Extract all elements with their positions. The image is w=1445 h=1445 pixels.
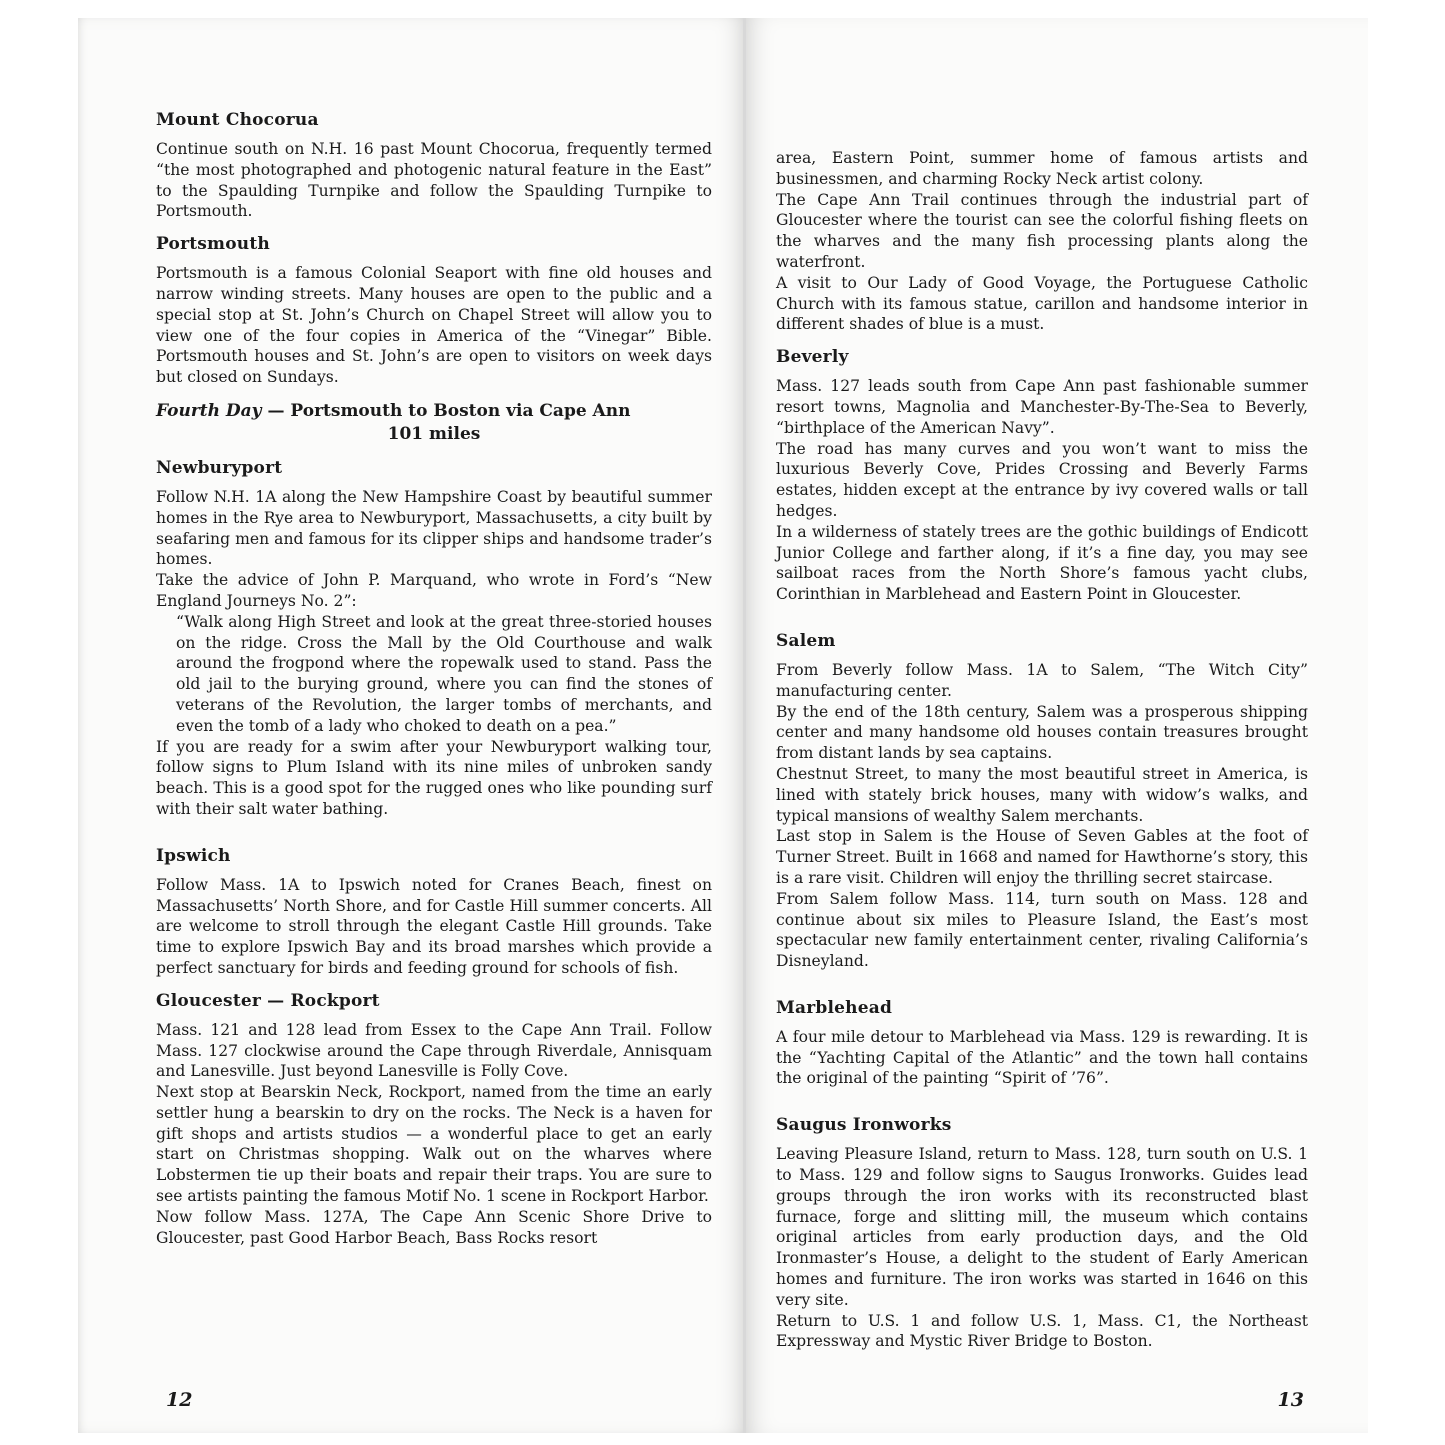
- section-heading: Portsmouth: [156, 234, 270, 255]
- section-gloucester-continued: [776, 148, 1308, 335]
- book-gutter: [743, 18, 746, 1433]
- section-portsmouth: [156, 234, 712, 388]
- paragraph: The Cape Ann Trail continues through the industrial part of Gloucester where the tourist can see the colorful fishing fleets on the wharves and the many fish processing plants along the waterfront.: [776, 190, 1308, 271]
- section-mount-chocorua: [156, 110, 712, 222]
- paragraph: If you are ready for a swim after your Newburyport walking tour, follow signs to Plum Island with its nine miles of unbroken sandy beach. This is a good spot for the rugged ones who like pounding surf with their salt water bathing.: [156, 737, 712, 818]
- section-heading: Mount Chocorua: [156, 110, 319, 130]
- paragraph: Last stop in Salem is the House of Seven Gables at the foot of Turner Street. Built in 1668 and named for Hawthorne’s story, this is a rare visit. Children will enjoy the thrilling secret staircase.: [776, 827, 1308, 887]
- paragraph: Follow N.H. 1A along the New Hampshire Coast by beautiful summer homes in the Rye area to Newburyport, Massachusetts, a city built by seafaring men and famous for its clipper ships and handsome trader’s homes.: [156, 487, 712, 569]
- paragraph: From Salem follow Mass. 114, turn south on Mass. 128 and continue about six miles to Pleasure Island, the East’s most spectacular new family entertainment center, rivaling California’s Disneyland.: [776, 889, 1308, 971]
- paragraph: A visit to Our Lady of Good Voyage, the Portuguese Catholic Church with its famous statue, carillon and handsome interior in different shades of blue is a must.: [776, 273, 1308, 334]
- paragraph: Next stop at Bearskin Neck, Rockport, named from the time an early settler hung a bearskin to dry on the rocks. The Neck is a haven for gift shops and artists studios — a wonderful place to get an early start on Christmas shopping. Walk out on the wharves where Lobstermen tie up their boats and repair their traps. You are sure to see artists painting the famous Motif No. 1 scene in Rockport Harbor.: [156, 1083, 712, 1206]
- paragraph: Continue south on N.H. 16 past Mount Chocorua, frequently termed “the most photographed and photogenic natural feature in the East” to the Spaulding Turnpike and follow the Spaulding Turnpike to Portsmouth.: [156, 140, 712, 221]
- section-beverly: [776, 347, 1308, 605]
- day-route: — Portsmouth to Boston via Cape Ann: [267, 400, 631, 421]
- section-ipswich: [156, 846, 712, 979]
- section-saugus-ironworks: [776, 1115, 1308, 1352]
- section-marblehead: [776, 998, 1308, 1089]
- paragraph: A four mile detour to Marblehead via Mass. 129 is rewarding. It is the “Yachting Capital of the Atlantic” and the town hall contains the original of the painting “Spirit of ’76”.: [776, 1027, 1308, 1088]
- day-miles: 101 miles: [387, 423, 481, 444]
- section-heading: Gloucester — Rockport: [156, 990, 380, 1011]
- paragraph: Portsmouth is a famous Colonial Seaport with fine old houses and narrow winding streets. Many houses are open to the public and a special stop at St. John’s Church on Chapel Street will allow you to view one of the four copies in America of the “Vinegar” Bible. Portsmouth houses and St. John’s are open to visitors on week days but closed on Sundays.: [156, 264, 712, 387]
- paragraph: Return to U.S. 1 and follow U.S. 1, Mass. C1, the Northeast Expressway and Mystic River Bridge to Boston.: [776, 1311, 1308, 1351]
- section-heading: Ipswich: [156, 845, 231, 866]
- paragraph: Leaving Pleasure Island, return to Mass. 128, turn south on U.S. 1 to Mass. 129 and follow signs to Saugus Ironworks. Guides lead groups through the iron works with its reconstructed blast furnace, forge and slitting mill, the museum which contains original articles from early production days, and the Old Ironmaster’s House, a delight to the student of Early American homes and furniture. The iron works was started in 1646 on this very site.: [776, 1145, 1308, 1309]
- paragraph: From Beverly follow Mass. 1A to Salem, “The Witch City” manufacturing center.: [776, 660, 1308, 700]
- section-heading: Saugus Ironworks: [776, 1115, 952, 1136]
- page-number: 12: [166, 1389, 193, 1411]
- paragraph: Follow Mass. 1A to Ipswich noted for Cranes Beach, finest on Massachusetts’ North Shore, and for Castle Hill summer concerts. All are welcome to stroll through the elegant Castle Hill grounds. Take time to explore Ipswich Bay and its broad marshes which provide a perfect sanctuary for birds and feeding ground for schools of fish.: [156, 875, 712, 977]
- paragraph: Mass. 127 leads south from Cape Ann past fashionable summer resort towns, Magnolia and Manchester-By-The-Sea to Beverly, “birthplace of the American Navy”.: [776, 377, 1308, 437]
- paragraph: In a wilderness of stately trees are the gothic buildings of Endicott Junior College and farther along, if it’s a fine day, you may see sailboat races from the North Shore’s famous yacht clubs, Corinthian in Marblehead and Eastern Point in Gloucester.: [776, 522, 1308, 604]
- section-heading: Newburyport: [156, 457, 283, 478]
- day-label: Fourth Day: [156, 400, 262, 421]
- paragraph: area, Eastern Point, summer home of famous artists and businessmen, and charming Rocky Neck artist colony.: [776, 149, 1308, 188]
- day-heading: [156, 400, 712, 446]
- paragraph: Chestnut Street, to many the most beautiful street in America, is lined with stately brick houses, many with widow’s walks, and typical mansions of wealthy Salem merchants.: [776, 764, 1308, 825]
- section-newburyport: [156, 458, 712, 820]
- section-gloucester-rockport: [156, 991, 712, 1249]
- right-page: [746, 18, 1368, 1433]
- booklet-spread: [78, 18, 1368, 1433]
- section-heading: Salem: [776, 630, 836, 651]
- left-page: [78, 18, 746, 1433]
- paragraph: Mass. 121 and 128 lead from Essex to the Cape Ann Trail. Follow Mass. 127 clockwise around the Cape through Riverdale, Annisquam and Lanesville. Just beyond Lanesville is Folly Cove.: [156, 1020, 712, 1081]
- section-salem: [776, 631, 1308, 972]
- paragraph: Now follow Mass. 127A, The Cape Ann Scenic Shore Drive to Gloucester, past Good Harbor Beach, Bass Rocks resort: [156, 1207, 712, 1247]
- section-heading: Beverly: [776, 347, 849, 368]
- page-number: 13: [1277, 1389, 1304, 1411]
- paragraph: The road has many curves and you won’t want to miss the luxurious Beverly Cove, Prides Crossing and Beverly Farms estates, hidden except at the entrance by ivy covered walls or tall hedges.: [776, 439, 1308, 520]
- paragraph: By the end of the 18th century, Salem was a prosperous shipping center and many handsome old houses contain treasures brought from distant lands by sea captains.: [776, 702, 1308, 763]
- marquand-quote: “Walk along High Street and look at the great three-storied houses on the ridge. Cross the Mall by the Old Courthouse and walk around the frogpond where the ropewalk used to stand. Pass the old jail to the burying ground, where you can find the stones of veterans of the Revolution, the larger tombs of merchants, and even the tomb of a lady who choked to death on a pea.”: [176, 612, 712, 735]
- section-heading: Marblehead: [776, 997, 893, 1018]
- paragraph: Take the advice of John P. Marquand, who wrote in Ford’s “New England Journeys No. 2”:: [156, 571, 712, 610]
